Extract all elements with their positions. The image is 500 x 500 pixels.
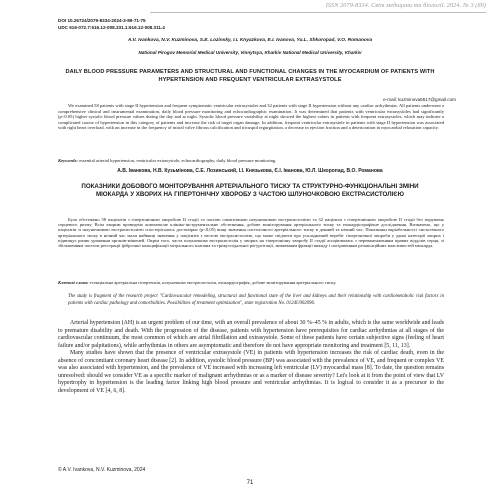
affiliation: National Pirogov Memorial Medical University, Vinnytsya, Kharkiv National Medical University, Kharkiv [138, 50, 362, 55]
keywords-label: Keywords: [58, 158, 78, 163]
body-paragraph: Arterial hypertension (AH) is an urgent problem of our time, with an overall prevalence of about 30 %–45 % in adults, which is the same worldwide and leads to premature disability and death. With the progression of the disease, patients with hypertension have prerequisites for cardiac arrhythmias at all stages of the cardiovascular continuum, the most common of which are atrial fibrillation and extrasystole. Some of these patients have certain subjective signs (feeling of heart failure and/or palpitations), while arrhythmias in others are asymptomatic and therefore do not have appropriate monitoring and treatment [5, 11, 13]. [58, 320, 444, 349]
udc: UDC 616-072.7:616.12-008.331.1:616.12-008.311.4 [58, 24, 165, 30]
abstract-en: We examined 58 patients with stage II hypertension and frequent symptomatic ventricular extrasystoles and 32 patients with stage II hypertension without any cardiac arrhythmias. All patients underwent a comprehensive clinical and instrumental examination, daily blood pressure monitoring and echocardiographic examination. It was determined that patients with ventricular extrasystoles had significantly (p<0.05) higher systolic blood pressure values during the day and at night. Systolic blood pressure variability at night showed the highest values in patients with frequent extrasystoles, which may indicate a complicated course of hypertension in this category of patients and increase the risk of target organ damage. In addition, frequent ventricular extrasystole in patients with stage II hypertension was associated with right heart overload, with an increase in the frequency of mitral valve fibrous calcification and tricuspid regurgitation, a decrease in ejection fraction and a deterioration in myocardial relaxation capacity. [58, 103, 444, 131]
header-rule [150, 12, 486, 13]
keywords-ua [58, 280, 444, 285]
keywords-text: essential arterial hypertension, ventricular extrasystole, echocardiography, daily blood pressure monitoring. [79, 158, 277, 163]
study-note: The study is fragment of the research project "Cardiovascular remodeling, structural and functional state of the liver and kidneys and their relationship with cardiometabolic risk factors in patients with cardiac pathology and comorbidities. Possibilities of treatment optimization", state registration No. 0124U002096. [68, 294, 444, 306]
keywords-ua-label: Ключові слова: [58, 280, 89, 285]
copyright: © A.V. Ivankova, N.V. Kuzminova, 2024 [58, 467, 146, 473]
running-header [0, 2, 500, 14]
authors-ua: А.В. Іванкова, Н.В. Кузьмінова, С.Е. Лозинський, І.І. Князькова, Є.І. Іванова, Ю.Л. Шкоропад, В.О. Романова [117, 168, 383, 174]
page-number: 71 [246, 480, 254, 486]
article-meta [58, 18, 165, 31]
journal-issn: ISSN 2079-8334. Світ медицини та біології. 2024. № 3 (89) [325, 2, 486, 9]
abstract-ua: Було обстежено 58 пацієнтів з гіпертонічною хворобою II стадії та частою симптомною шлуночковою екстрасистолією та 32 пацієнти з гіпертонічною хворобою II стадії без порушень серцевого ритму. Всім хворим проведено комплексне клініко-інструментальне обстеження, добове моніторування артеріального тиску та ехокардіографічне дослідження. Визначено, що у пацієнтів зі шлуночковою екстрасистолією спостерігались достовірно (р<0,05) вищі значення систолічного артеріального тиску в денний та нічний час. Показники варіабельності систолічного артеріального тиску в нічний час мали найвищі значення у пацієнтів з частою екстрасистолією, що може свідчити про ускладнений перебіг гіпертонічної хвороби у даної категорії хворих і підвищує ризик ураження органів-мішеней. Окрім того, часта шлуночкова екстрасистолія у хворих на гіпертонічну хворобу II стадії асоціювалась з перевантаженням правих відділів серця, зі збільшенням частоти реєстрації фіброзної кальцифікації мітрального клапана та трикуспідальної регургітації, зниженням фракції викиду і погіршенням релаксаційних властивостей міокарда. [58, 217, 444, 249]
article-title-ua: ПОКАЗНИКИ ДОБОВОГО МОНІТОРУВАННЯ АРТЕРІАЛЬНОГО ТИСКУ ТА СТРУКТУРНО-ФУНКЦІОНАЛЬНІ ЗМІНИ МІОКАРДА У ХВОРИХ НА ГІПЕРТОНІЧНУ ХВОРОБУ З ЧАСТОЮ ШЛУНОЧКОВОЮ ЕКСТРАСИСТОЛІЄЮ [81, 183, 419, 198]
article-title-en: DAILY BLOOD PRESSURE PARAMETERS AND STRUCTURAL AND FUNCTIONAL CHANGES IN THE MYOCARDIUM OF PATIENTS WITH HYPERTENSION AND FREQUENT VENTRICULAR EXTRASYSTOLE [65, 69, 435, 83]
body-paragraph: Many studies have shown that the presence of ventricular extrasystole (VE) in patients with hypertension increases the risk of cardiac death, even in the absence of concomitant coronary heart disease [2]. In addition, systolic blood pressure (BP) was associated with the prevalence of VE, and frequent or complex VE was also associated with hypertension, and the prevalence of VE increased with increasing left ventricular (LV) myocardial mass [8]. To date, the question remains unresolved: should we consider VE as a specific marker of malignant arrhythmias or as a marker of disease severity? Let's look at it from the point of view that LV hypertrophy in hypertension is the leading factor linking high blood pressure and ventricular arrhythmias. It is logical to consider it as a precursor to the development of VE [4, 6, 8]. [58, 350, 444, 394]
keywords-en [58, 158, 444, 164]
keywords-ua-text: есенціальна артеріальна гіпертензія, шлуночкова екстрасистолія, ехокардіографія, добове моніторування артеріального тиску. [89, 280, 337, 285]
doi[interactable]: DOI 10.26724/2079-8334-2024-3-89-71-75 [58, 18, 146, 23]
article-body [58, 320, 444, 395]
copyright-footer [58, 467, 444, 473]
authors-en: A.V. Ivankova, N.V. Kuzminova, S.E. Lozinsky, I.I. Knyazkova, E.I. Ivanova, Yu.L. Shkoropad, V.O. Romanova [127, 38, 373, 43]
contact-email[interactable]: e-mail: kuzminova5517@gmail.com [383, 97, 456, 102]
